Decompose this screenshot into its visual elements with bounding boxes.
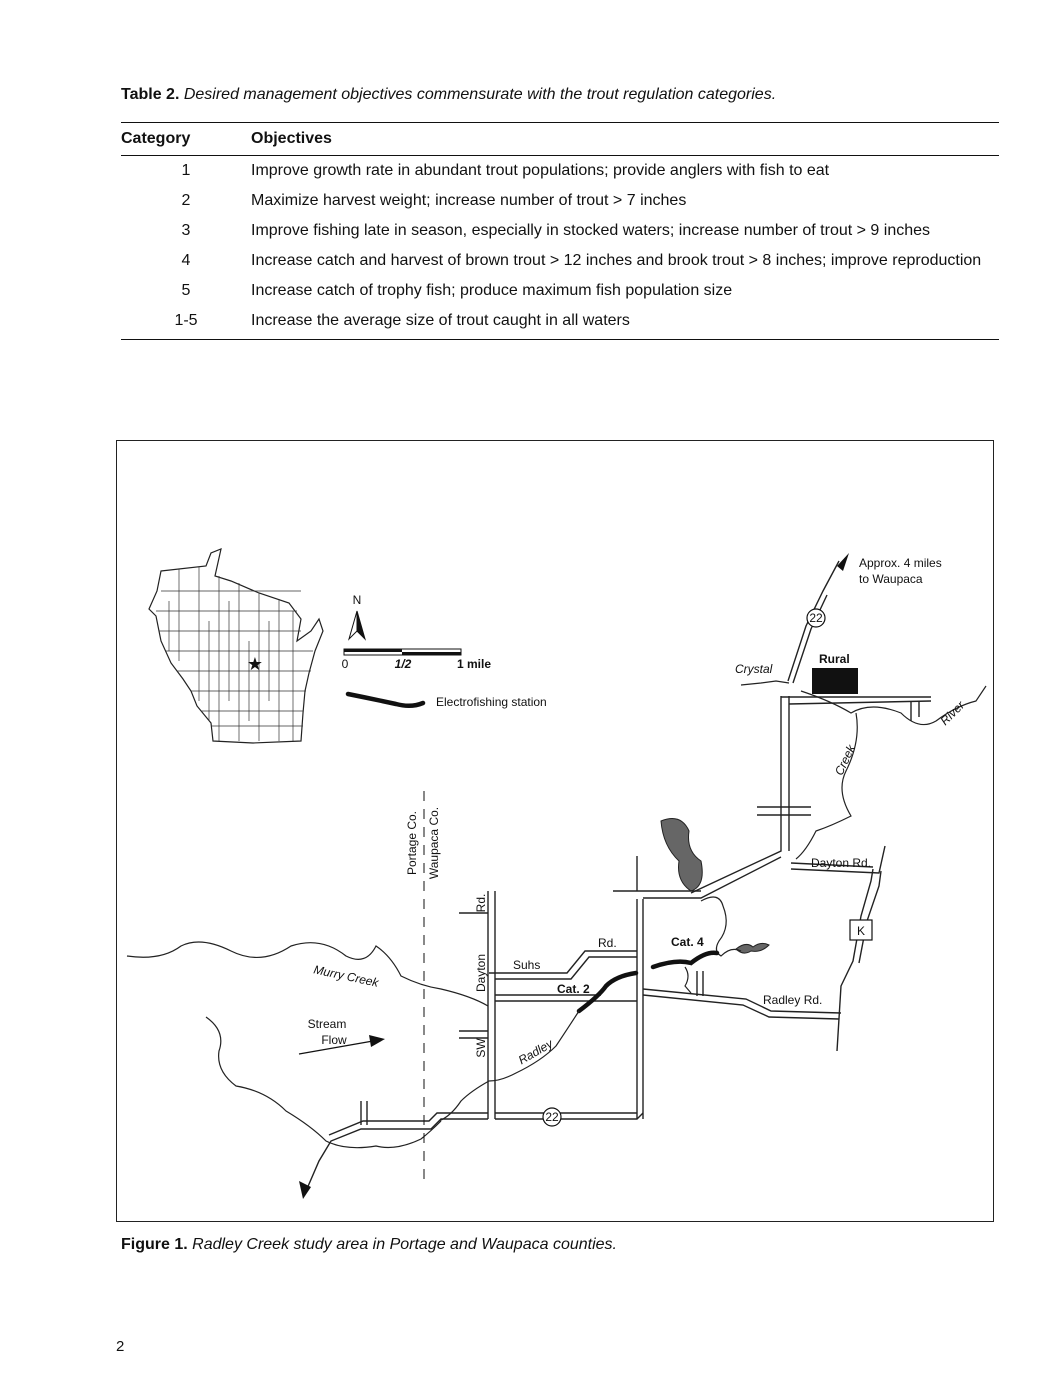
column-header-objectives: Objectives [251, 123, 999, 156]
table-row [121, 276, 999, 306]
wisconsin-inset-map [149, 549, 323, 743]
lake [661, 819, 702, 891]
table-header-row [121, 123, 999, 156]
hwy-22-label-south: 22 [545, 1110, 559, 1124]
suhs-label: Suhs [513, 958, 541, 972]
sw-vertical-label: SW [474, 1038, 488, 1058]
radley-creek [439, 1011, 579, 1121]
table-row [121, 156, 999, 187]
table-caption [121, 86, 776, 104]
radley-rd-label: Radley Rd. [763, 993, 823, 1007]
objective-cell: Increase the average size of trout caught in all waters [251, 306, 999, 340]
category-cell: 2 [181, 191, 191, 209]
category-cell: 5 [181, 281, 191, 299]
table-row [121, 186, 999, 216]
table-caption-label: Table 2. [121, 86, 180, 103]
river-label: River [937, 698, 968, 728]
highway-k [837, 869, 873, 1051]
category-cell: 3 [181, 221, 191, 239]
approx-label-2: to Waupaca [859, 572, 923, 586]
category-cell: 1 [181, 161, 191, 179]
table-row [121, 246, 999, 276]
scale-one-mile: 1 mile [457, 657, 492, 671]
cat2-label: Cat. 2 [557, 982, 590, 996]
dayton-rd-east-label: Dayton Rd. [811, 856, 872, 870]
objective-cell: Increase catch and harvest of brown trout > 12 inches and brook trout > 8 inches; improve reproduction [251, 251, 982, 269]
objective-cell: Maximize harvest weight; increase number of trout > 7 inches [251, 191, 687, 209]
figure-caption-label: Figure 1. [121, 1236, 188, 1253]
legend-station-label: Electrofishing station [436, 695, 547, 709]
table-caption-text: Desired management objectives commensurate with the trout regulation categories. [183, 86, 777, 103]
scale-zero: 0 [341, 657, 349, 671]
dayton-vertical-label: Dayton [474, 953, 488, 993]
suhs-rd-label: Rd. [598, 936, 617, 950]
flow-label: Flow [321, 1033, 347, 1047]
table-row [121, 216, 999, 246]
hwy-22-label-north: 22 [809, 611, 823, 625]
stream-label: Stream [307, 1017, 347, 1031]
murry-creek-label: Murry Creek [312, 962, 380, 990]
rural-town-block [812, 668, 858, 694]
cat4-label: Cat. 4 [671, 935, 704, 949]
figure-caption-text: Radley Creek study area in Portage and Waupaca counties. [192, 1236, 617, 1253]
approx-label-1: Approx. 4 miles [859, 556, 942, 570]
portage-label: Portage Co. [405, 810, 419, 876]
pond [736, 943, 769, 953]
category-cell: 1-5 [121, 306, 251, 340]
figure-map-frame [116, 440, 994, 1222]
objective-cell: Improve growth rate in abundant trout populations; provide anglers with fish to eat [251, 161, 830, 179]
crystal-creek [796, 713, 857, 859]
north-arrow-icon [349, 593, 365, 639]
column-header-category: Category [121, 123, 251, 156]
murry-creek [127, 942, 488, 1006]
star-location-icon: ★ [246, 654, 264, 674]
objective-cell: Increase catch of trophy fish; produce maximum fish population size [251, 281, 733, 299]
objectives-table [121, 122, 999, 340]
waupaca-label: Waupaca Co. [427, 806, 441, 880]
table-row [121, 306, 999, 340]
study-area-map [117, 441, 993, 1221]
scale-bar [342, 649, 492, 671]
page-number: 2 [116, 1338, 125, 1355]
crystal-label: Crystal [735, 662, 773, 676]
north-label: N [352, 593, 362, 607]
creek-label: Creek [831, 742, 859, 778]
objective-cell: Improve fishing late in season, especially in stocked waters; increase number of trout > 9 inches [251, 221, 931, 239]
flow-arrow-icon [369, 1035, 385, 1047]
cat4-electrofishing-station [653, 953, 717, 967]
figure-caption [121, 1236, 617, 1254]
hwy-k-label: K [856, 924, 866, 938]
legend-electrofishing [348, 694, 547, 709]
rural-label: Rural [819, 652, 850, 666]
category-cell: 4 [181, 251, 191, 269]
rd-vertical-label: Rd. [474, 893, 488, 913]
radley-label: Radley [515, 1036, 556, 1068]
scale-half: 1/2 [394, 657, 412, 671]
